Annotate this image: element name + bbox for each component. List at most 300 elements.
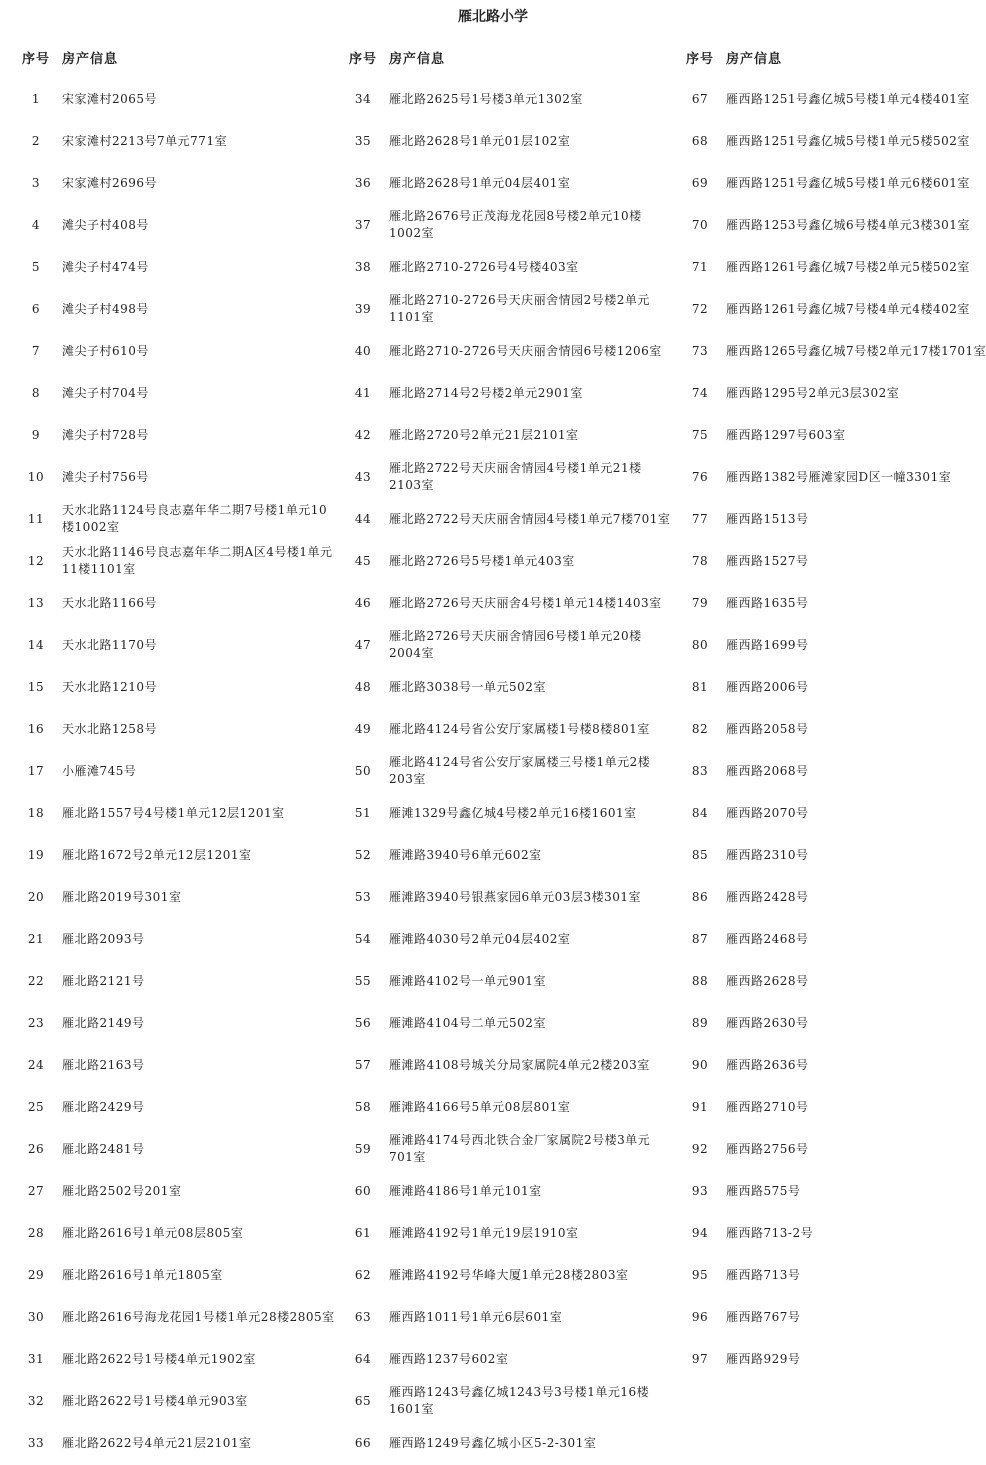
table-row bbox=[16, 708, 346, 750]
row-number: 34 bbox=[354, 92, 372, 106]
row-list bbox=[16, 78, 346, 1464]
table-row bbox=[343, 1380, 678, 1422]
table-row bbox=[680, 330, 986, 372]
row-list bbox=[680, 78, 986, 1380]
property-info: 雁北路2726号天庆丽舍4号楼1单元14楼1403室 bbox=[389, 595, 662, 610]
row-list bbox=[343, 78, 678, 1464]
property-info: 雁西路929号 bbox=[726, 1351, 801, 1366]
header-num-label: 序号 bbox=[348, 51, 377, 67]
table-row bbox=[16, 624, 346, 666]
table-row bbox=[680, 246, 986, 288]
row-number: 74 bbox=[691, 386, 709, 400]
property-info: 雁西路1527号 bbox=[726, 553, 809, 568]
table-row bbox=[680, 1002, 986, 1044]
table-row bbox=[343, 288, 678, 330]
table-row bbox=[16, 498, 346, 540]
row-number: 22 bbox=[27, 974, 45, 988]
row-number: 97 bbox=[691, 1352, 709, 1366]
row-number: 24 bbox=[27, 1058, 45, 1072]
property-info: 雁西路2468号 bbox=[726, 931, 809, 946]
property-info: 宋家滩村2696号 bbox=[62, 175, 158, 190]
table-row bbox=[343, 1422, 678, 1464]
row-number: 37 bbox=[354, 218, 372, 232]
property-info: 雁北路2710-2726号天庆丽舍情园2号楼2单元1101室 bbox=[389, 293, 650, 324]
header-info-label: 房产信息 bbox=[726, 51, 783, 67]
property-info: 雁西路1295号2单元3层302室 bbox=[726, 385, 900, 400]
property-info: 雁西路1251号鑫亿城5号楼1单元6楼601室 bbox=[726, 175, 970, 190]
property-info: 雁北路2149号 bbox=[62, 1015, 145, 1030]
row-number: 41 bbox=[354, 386, 372, 400]
property-info: 雁北路4124号省公安厅家属楼1号楼8楼801室 bbox=[389, 721, 650, 736]
property-info: 雁北路2726号5号楼1单元403室 bbox=[389, 553, 575, 568]
row-number: 70 bbox=[691, 218, 709, 232]
property-info: 雁西路2068号 bbox=[726, 763, 809, 778]
header-num-label: 序号 bbox=[21, 51, 50, 67]
table-row bbox=[343, 876, 678, 918]
table-row bbox=[16, 288, 346, 330]
row-number: 63 bbox=[354, 1310, 372, 1324]
row-number: 30 bbox=[27, 1310, 45, 1324]
row-number: 45 bbox=[354, 554, 372, 568]
row-number: 43 bbox=[354, 470, 372, 484]
row-number: 91 bbox=[691, 1100, 709, 1114]
table-row bbox=[680, 540, 986, 582]
row-number: 72 bbox=[691, 302, 709, 316]
row-number: 29 bbox=[27, 1268, 45, 1282]
row-number: 61 bbox=[354, 1226, 372, 1240]
row-number: 39 bbox=[354, 302, 372, 316]
property-info: 滩尖子村704号 bbox=[62, 385, 149, 400]
property-info: 雁北路2019号301室 bbox=[62, 889, 182, 904]
table-row bbox=[680, 288, 986, 330]
property-info: 雁西路1513号 bbox=[726, 511, 809, 526]
row-number: 40 bbox=[354, 344, 372, 358]
table-row bbox=[16, 750, 346, 792]
property-info: 雁西路2636号 bbox=[726, 1057, 809, 1072]
property-info: 雁西路2070号 bbox=[726, 805, 809, 820]
row-number: 60 bbox=[354, 1184, 372, 1198]
table-row bbox=[16, 1380, 346, 1422]
table-row bbox=[343, 708, 678, 750]
table-row bbox=[16, 1212, 346, 1254]
table-row bbox=[16, 1170, 346, 1212]
row-number: 31 bbox=[27, 1352, 45, 1366]
table-row bbox=[16, 1296, 346, 1338]
table-row bbox=[680, 708, 986, 750]
property-info: 雁北路2628号1单元01层102室 bbox=[389, 133, 571, 148]
row-number: 79 bbox=[691, 596, 709, 610]
row-number: 87 bbox=[691, 932, 709, 946]
row-number: 59 bbox=[354, 1142, 372, 1156]
property-info: 雁滩路4174号西北铁合金厂家属院2号楼3单元701室 bbox=[389, 1133, 651, 1164]
table-row bbox=[16, 372, 346, 414]
table-row bbox=[680, 1044, 986, 1086]
row-number: 62 bbox=[354, 1268, 372, 1282]
table-row bbox=[680, 834, 986, 876]
table-row bbox=[680, 1212, 986, 1254]
row-number: 49 bbox=[354, 722, 372, 736]
property-info: 小雁滩745号 bbox=[62, 763, 137, 778]
table-row bbox=[680, 1254, 986, 1296]
table-row bbox=[16, 1254, 346, 1296]
table-row bbox=[343, 1296, 678, 1338]
table-row bbox=[680, 120, 986, 162]
property-info: 雁北路2676号正茂海龙花园8号楼2单元10楼1002室 bbox=[389, 209, 642, 240]
row-number: 73 bbox=[691, 344, 709, 358]
table-row bbox=[16, 1086, 346, 1128]
property-info: 雁西路1251号鑫亿城5号楼1单元4楼401室 bbox=[726, 91, 970, 106]
table-row bbox=[680, 498, 986, 540]
property-info: 滩尖子村498号 bbox=[62, 301, 149, 316]
property-info: 雁西路2006号 bbox=[726, 679, 809, 694]
row-number: 78 bbox=[691, 554, 709, 568]
table-row bbox=[16, 1422, 346, 1464]
row-number: 53 bbox=[354, 890, 372, 904]
property-info: 雁西路713-2号 bbox=[726, 1225, 814, 1240]
property-info: 滩尖子村610号 bbox=[62, 343, 149, 358]
row-number: 11 bbox=[27, 512, 45, 526]
row-number: 38 bbox=[354, 260, 372, 274]
row-number: 85 bbox=[691, 848, 709, 862]
table-row bbox=[343, 960, 678, 1002]
row-number: 46 bbox=[354, 596, 372, 610]
property-info: 雁西路575号 bbox=[726, 1183, 801, 1198]
property-info: 滩尖子村408号 bbox=[62, 217, 149, 232]
header-info-label: 房产信息 bbox=[62, 51, 119, 67]
property-info: 雁西路2310号 bbox=[726, 847, 809, 862]
row-number: 77 bbox=[691, 512, 709, 526]
property-info: 雁北路3038号一单元502室 bbox=[389, 679, 546, 694]
property-info: 雁西路1253号鑫亿城6号楼4单元3楼301室 bbox=[726, 217, 970, 232]
table-row bbox=[680, 1128, 986, 1170]
property-info: 雁北路2714号2号楼2单元2901室 bbox=[389, 385, 583, 400]
table-row bbox=[680, 1086, 986, 1128]
row-number: 23 bbox=[27, 1016, 45, 1030]
table-row bbox=[680, 876, 986, 918]
row-number: 10 bbox=[27, 470, 45, 484]
property-info: 宋家滩村2065号 bbox=[62, 91, 158, 106]
row-number: 7 bbox=[31, 344, 41, 358]
table-row bbox=[343, 1212, 678, 1254]
table-row bbox=[16, 792, 346, 834]
row-number: 94 bbox=[691, 1226, 709, 1240]
table-row bbox=[680, 162, 986, 204]
property-info: 雁北路2481号 bbox=[62, 1141, 145, 1156]
property-info: 雁西路713号 bbox=[726, 1267, 801, 1282]
table-row bbox=[343, 624, 678, 666]
table-row bbox=[680, 960, 986, 1002]
property-info: 滩尖子村474号 bbox=[62, 259, 149, 274]
property-info: 雁西路1261号鑫亿城7号楼4单元4楼402室 bbox=[726, 301, 970, 316]
table-column-2 bbox=[343, 42, 678, 1450]
property-info: 雁北路2720号2单元21层2101室 bbox=[389, 427, 579, 442]
property-info: 雁滩路4030号2单元04层402室 bbox=[389, 931, 571, 946]
table-row bbox=[680, 372, 986, 414]
table-row bbox=[16, 78, 346, 120]
property-info: 雁北路2710-2726号4号楼403室 bbox=[389, 259, 579, 274]
table-row bbox=[680, 1338, 986, 1380]
row-number: 47 bbox=[354, 638, 372, 652]
row-number: 84 bbox=[691, 806, 709, 820]
table-row bbox=[16, 330, 346, 372]
row-number: 57 bbox=[354, 1058, 372, 1072]
property-info: 雁北路2093号 bbox=[62, 931, 145, 946]
table-row bbox=[680, 624, 986, 666]
table-row bbox=[16, 666, 346, 708]
property-info: 雁西路2630号 bbox=[726, 1015, 809, 1030]
table-row bbox=[343, 1002, 678, 1044]
table-row bbox=[16, 162, 346, 204]
property-info: 雁北路2502号201室 bbox=[62, 1183, 182, 1198]
property-info: 雁北路2163号 bbox=[62, 1057, 145, 1072]
property-info: 雁滩路3940号6单元602室 bbox=[389, 847, 542, 862]
table-row bbox=[343, 456, 678, 498]
table-row bbox=[16, 834, 346, 876]
property-info: 天水北路1124号良志嘉年华二期7号楼1单元10楼1002室 bbox=[62, 503, 328, 534]
row-number: 33 bbox=[27, 1436, 45, 1450]
table-row bbox=[680, 78, 986, 120]
row-number: 18 bbox=[27, 806, 45, 820]
row-number: 6 bbox=[31, 302, 41, 316]
row-number: 55 bbox=[354, 974, 372, 988]
table-column-1 bbox=[16, 42, 346, 1450]
row-number: 71 bbox=[691, 260, 709, 274]
table-row bbox=[680, 582, 986, 624]
property-info: 雁北路4124号省公安厅家属楼三号楼1单元2楼203室 bbox=[389, 755, 651, 786]
property-info: 天水北路1210号 bbox=[62, 679, 158, 694]
row-number: 9 bbox=[31, 428, 41, 442]
property-info: 雁滩路4186号1单元101室 bbox=[389, 1183, 542, 1198]
table-row bbox=[16, 204, 346, 246]
row-number: 56 bbox=[354, 1016, 372, 1030]
property-info: 雁滩路4192号华峰大厦1单元28楼2803室 bbox=[389, 1267, 629, 1282]
property-info: 雁西路1249号鑫亿城小区5-2-301室 bbox=[389, 1435, 597, 1450]
row-number: 35 bbox=[354, 134, 372, 148]
property-info: 雁北路2726号天庆丽舍情园6号楼1单元20楼2004室 bbox=[389, 629, 642, 660]
property-info: 滩尖子村756号 bbox=[62, 469, 149, 484]
property-info: 天水北路1166号 bbox=[62, 595, 158, 610]
table-row bbox=[343, 372, 678, 414]
row-number: 58 bbox=[354, 1100, 372, 1114]
row-number: 69 bbox=[691, 176, 709, 190]
table-row bbox=[16, 120, 346, 162]
property-info: 雁北路2616号1单元08层805室 bbox=[62, 1225, 244, 1240]
header-num-label: 序号 bbox=[685, 51, 714, 67]
table-row bbox=[16, 918, 346, 960]
property-info: 雁西路1237号602室 bbox=[389, 1351, 509, 1366]
row-number: 88 bbox=[691, 974, 709, 988]
row-number: 50 bbox=[354, 764, 372, 778]
property-info: 雁滩路4104号二单元502室 bbox=[389, 1015, 546, 1030]
row-number: 81 bbox=[691, 680, 709, 694]
table-row bbox=[680, 666, 986, 708]
row-number: 28 bbox=[27, 1226, 45, 1240]
property-info: 雁西路1251号鑫亿城5号楼1单元5楼502室 bbox=[726, 133, 970, 148]
table-row bbox=[343, 1044, 678, 1086]
table-row bbox=[343, 1254, 678, 1296]
row-number: 20 bbox=[27, 890, 45, 904]
row-number: 42 bbox=[354, 428, 372, 442]
table-row bbox=[16, 540, 346, 582]
column-header bbox=[16, 42, 346, 72]
table-row bbox=[680, 792, 986, 834]
table-row bbox=[343, 792, 678, 834]
table-row bbox=[16, 414, 346, 456]
row-number: 75 bbox=[691, 428, 709, 442]
table-row bbox=[343, 750, 678, 792]
row-number: 8 bbox=[31, 386, 41, 400]
property-info: 雁西路1297号603室 bbox=[726, 427, 846, 442]
property-info: 雁北路2625号1号楼3单元1302室 bbox=[389, 91, 583, 106]
row-number: 65 bbox=[354, 1394, 372, 1408]
table-row bbox=[16, 1044, 346, 1086]
row-number: 52 bbox=[354, 848, 372, 862]
row-number: 89 bbox=[691, 1016, 709, 1030]
table-row bbox=[680, 1296, 986, 1338]
property-info: 雁西路1635号 bbox=[726, 595, 809, 610]
table-row bbox=[16, 456, 346, 498]
table-row bbox=[343, 666, 678, 708]
table-row bbox=[343, 834, 678, 876]
table-row bbox=[680, 750, 986, 792]
table-row bbox=[343, 582, 678, 624]
table-row bbox=[343, 330, 678, 372]
property-info: 天水北路1146号良志嘉年华二期A区4号楼1单元11楼1101室 bbox=[62, 545, 333, 576]
property-info: 宋家滩村2213号7单元771室 bbox=[62, 133, 228, 148]
table-row bbox=[16, 582, 346, 624]
row-number: 92 bbox=[691, 1142, 709, 1156]
property-info: 雁西路1265号鑫亿城7号楼2单元17楼1701室 bbox=[726, 343, 986, 358]
header-info-label: 房产信息 bbox=[389, 51, 446, 67]
table-row bbox=[343, 1128, 678, 1170]
property-info: 雁西路1243号鑫亿城1243号3号楼1单元16楼1601室 bbox=[389, 1385, 650, 1416]
row-number: 44 bbox=[354, 512, 372, 526]
row-number: 19 bbox=[27, 848, 45, 862]
table-row bbox=[680, 414, 986, 456]
column-header bbox=[680, 42, 986, 72]
table-row bbox=[16, 960, 346, 1002]
table-row bbox=[16, 1002, 346, 1044]
property-info: 雁北路2622号4单元21层2101室 bbox=[62, 1435, 252, 1450]
table-row bbox=[680, 456, 986, 498]
row-number: 67 bbox=[691, 92, 709, 106]
property-info: 雁西路2628号 bbox=[726, 973, 809, 988]
property-info: 雁滩路4108号城关分局家属院4单元2楼203室 bbox=[389, 1057, 650, 1072]
property-info: 雁北路2429号 bbox=[62, 1099, 145, 1114]
row-number: 76 bbox=[691, 470, 709, 484]
row-number: 86 bbox=[691, 890, 709, 904]
property-info: 雁西路2058号 bbox=[726, 721, 809, 736]
table-row bbox=[343, 78, 678, 120]
row-number: 16 bbox=[27, 722, 45, 736]
row-number: 82 bbox=[691, 722, 709, 736]
row-number: 4 bbox=[31, 218, 41, 232]
table-row bbox=[343, 1086, 678, 1128]
property-info: 雁西路2756号 bbox=[726, 1141, 809, 1156]
property-info: 雁北路2710-2726号天庆丽舍情园6号楼1206室 bbox=[389, 343, 662, 358]
property-info: 雁西路767号 bbox=[726, 1309, 801, 1324]
table-row bbox=[680, 1170, 986, 1212]
row-number: 14 bbox=[27, 638, 45, 652]
table-row bbox=[343, 498, 678, 540]
page-title: 雁北路小学 bbox=[458, 9, 528, 25]
row-number: 80 bbox=[691, 638, 709, 652]
property-info: 雁滩路4192号1单元19层1910室 bbox=[389, 1225, 579, 1240]
property-info: 雁西路1699号 bbox=[726, 637, 809, 652]
property-info: 天水北路1258号 bbox=[62, 721, 158, 736]
row-number: 17 bbox=[27, 764, 45, 778]
row-number: 96 bbox=[691, 1310, 709, 1324]
row-number: 48 bbox=[354, 680, 372, 694]
property-info: 天水北路1170号 bbox=[62, 637, 158, 652]
row-number: 32 bbox=[27, 1394, 45, 1408]
row-number: 64 bbox=[354, 1352, 372, 1366]
row-number: 5 bbox=[31, 260, 41, 274]
table-row bbox=[343, 540, 678, 582]
property-info: 雁北路1672号2单元12层1201室 bbox=[62, 847, 252, 862]
table-row bbox=[16, 1128, 346, 1170]
property-info: 雁北路2722号天庆丽舍情园4号楼1单元7楼701室 bbox=[389, 511, 671, 526]
row-number: 90 bbox=[691, 1058, 709, 1072]
row-number: 54 bbox=[354, 932, 372, 946]
row-number: 51 bbox=[354, 806, 372, 820]
row-number: 26 bbox=[27, 1142, 45, 1156]
property-info: 雁滩路4102号一单元901室 bbox=[389, 973, 546, 988]
table-row bbox=[16, 246, 346, 288]
table-row bbox=[343, 204, 678, 246]
table-row bbox=[16, 876, 346, 918]
column-header bbox=[343, 42, 678, 72]
table-row bbox=[343, 1170, 678, 1212]
property-info: 滩尖子村728号 bbox=[62, 427, 149, 442]
property-info: 雁北路2622号1号楼4单元1902室 bbox=[62, 1351, 256, 1366]
row-number: 2 bbox=[31, 134, 41, 148]
property-info: 雁西路2428号 bbox=[726, 889, 809, 904]
property-info: 雁北路2121号 bbox=[62, 973, 145, 988]
property-info: 雁西路1261号鑫亿城7号楼2单元5楼502室 bbox=[726, 259, 970, 274]
row-number: 25 bbox=[27, 1100, 45, 1114]
row-number: 66 bbox=[354, 1436, 372, 1450]
table-row bbox=[16, 1338, 346, 1380]
table-row bbox=[343, 120, 678, 162]
row-number: 93 bbox=[691, 1184, 709, 1198]
property-info: 雁北路2616号海龙花园1号楼1单元28楼2805室 bbox=[62, 1309, 335, 1324]
table-row bbox=[343, 918, 678, 960]
table-row bbox=[680, 204, 986, 246]
table-row bbox=[343, 1338, 678, 1380]
row-number: 21 bbox=[27, 932, 45, 946]
property-info: 雁北路2722号天庆丽舍情园4号楼1单元21楼2103室 bbox=[389, 461, 642, 492]
row-number: 3 bbox=[31, 176, 41, 190]
row-number: 13 bbox=[27, 596, 45, 610]
property-info: 雁北路2628号1单元04层401室 bbox=[389, 175, 571, 190]
row-number: 1 bbox=[31, 92, 41, 106]
property-info: 雁北路1557号4号楼1单元12层1201室 bbox=[62, 805, 285, 820]
property-info: 雁滩1329号鑫亿城4号楼2单元16楼1601室 bbox=[389, 805, 637, 820]
property-info: 雁北路2616号1单元1805室 bbox=[62, 1267, 223, 1282]
property-info: 雁西路1011号1单元6层601室 bbox=[389, 1309, 563, 1324]
property-info: 雁西路1382号雁滩家园D区一幢3301室 bbox=[726, 469, 952, 484]
property-info: 雁滩路4166号5单元08层801室 bbox=[389, 1099, 571, 1114]
row-number: 27 bbox=[27, 1184, 45, 1198]
row-number: 83 bbox=[691, 764, 709, 778]
row-number: 68 bbox=[691, 134, 709, 148]
table-row bbox=[680, 918, 986, 960]
property-info: 雁滩路3940号银燕家园6单元03层3楼301室 bbox=[389, 889, 641, 904]
property-info: 雁北路2622号1号楼4单元903室 bbox=[62, 1393, 248, 1408]
table-row bbox=[343, 162, 678, 204]
table-column-3 bbox=[680, 42, 986, 1366]
